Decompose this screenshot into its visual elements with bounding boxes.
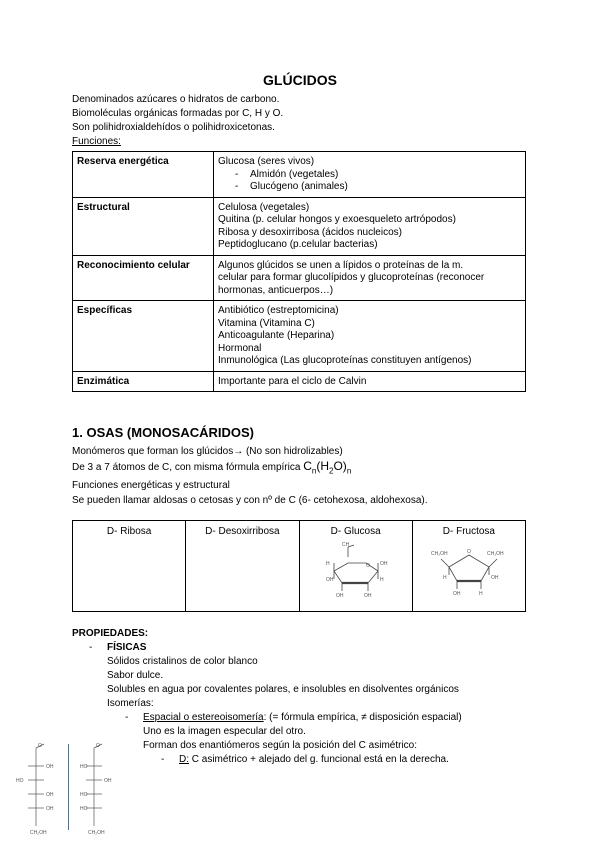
table-row — [73, 521, 526, 612]
description-cell — [214, 255, 526, 301]
svg-text:OH: OH — [46, 764, 54, 770]
svg-text:CH₂OH: CH₂OH — [30, 830, 47, 836]
svg-text:H: H — [442, 575, 447, 581]
osas-line: Monómeros que forman los glúcidos→ (No son hidrolizables) — [72, 446, 343, 457]
svg-text:OH: OH — [335, 593, 344, 599]
svg-text:HO: HO — [80, 806, 88, 812]
description-cell — [214, 152, 526, 198]
description-cell — [214, 197, 526, 255]
intro-line: Denominados azúcares o hidratos de carbono. — [72, 94, 280, 105]
property-line: Forman dos enantiómeros según la posición del C asimétrico: — [143, 740, 418, 751]
svg-text:H: H — [478, 591, 483, 597]
section-heading-osas: 1. OSAS (MONOSACÁRIDOS) — [72, 425, 255, 440]
osas-line: Se pueden llamar aldosas o cetosas y con nº de C (6- cetohexosa, aldohexosa). — [72, 495, 428, 507]
description-line: Hormonal — [218, 342, 262, 354]
svg-text:HO: HO — [16, 778, 24, 784]
description-line: Ribosa y desoxirribosa (ácidos nucleicos) — [218, 226, 402, 238]
fisicas-item: - FÍSICAS — [89, 642, 147, 653]
properties-heading: PROPIEDADES: — [72, 628, 149, 639]
osas-body — [72, 444, 428, 508]
cell-label: D- Desoxirribosa — [205, 526, 280, 537]
empirical-formula: $C_n(H_2O)_n$ — [303, 459, 352, 476]
isomeria-item: - Espacial o estereoisomería: (= fórmula empírica, ≠ disposición espacial) — [125, 712, 462, 723]
svg-text:CH: CH — [341, 542, 349, 548]
description-line: hormonas, anticuerpos…) — [218, 284, 334, 296]
property-line: Solubles en agua por covalentes polares, e insolubles en disolventes orgánicos — [107, 684, 459, 695]
description-line: Importante para el ciclo de Calvin — [218, 375, 367, 387]
table-row — [73, 371, 526, 392]
svg-text:OH: OH — [490, 575, 499, 581]
category-cell: Específicas — [73, 301, 214, 372]
cell-label: D- Fructosa — [442, 526, 495, 537]
property-line: Sabor dulce. — [107, 670, 164, 681]
monosaccharide-cell — [73, 521, 186, 612]
table-row — [73, 152, 526, 198]
svg-text:OH: OH — [104, 778, 112, 784]
svg-text:OH: OH — [363, 593, 372, 599]
intro-line: Son polihidroxialdehídos o polihidroxicetonas. — [72, 122, 275, 133]
svg-text:HO: HO — [80, 792, 88, 798]
svg-text:O: O — [365, 563, 370, 569]
description-line: Inmunológica (Las glucoproteínas constituyen antígenos) — [218, 355, 472, 366]
description-line: celular para formar glucolípidos y glucoproteínas (reconocer — [218, 272, 485, 283]
osas-line — [72, 459, 428, 478]
glucose-ring-icon — [318, 541, 394, 603]
category-cell: Reconocimiento celular — [73, 255, 214, 301]
svg-text:H: H — [379, 577, 384, 583]
svg-text:OH: OH — [46, 806, 54, 812]
functions-table — [72, 151, 526, 392]
svg-text:O: O — [466, 549, 471, 555]
svg-text:H: H — [325, 561, 330, 567]
d-label: D: — [179, 754, 189, 765]
svg-text:O: O — [38, 743, 42, 749]
monosaccharide-cell — [299, 521, 412, 612]
osas-line: Funciones energéticas y estructural — [72, 480, 230, 492]
description-cell — [214, 371, 526, 392]
table-row — [73, 255, 526, 301]
description-line: Algunos glúcidos se unen a lípidos o proteínas de la m. — [218, 259, 464, 271]
d-text: C asimétrico + alejado del g. funcional está en la derecha. — [189, 754, 449, 765]
cell-label: D- Ribosa — [106, 526, 152, 537]
description-line: Anticoagulante (Heparina) — [218, 330, 335, 341]
espacial-text: : (= fórmula empírica, ≠ disposición espacial) — [263, 712, 462, 723]
description-line: Antibiótico (estreptomicina) — [218, 305, 339, 316]
monosaccharide-cell — [186, 521, 299, 612]
fisicas-label: FÍSICAS — [107, 642, 147, 653]
fructose-ring-icon — [429, 541, 509, 597]
category-cell: Reserva energética — [73, 152, 214, 198]
svg-text:OH: OH — [46, 792, 54, 798]
svg-text:CH₂OH: CH₂OH — [486, 551, 504, 557]
svg-text:HO: HO — [80, 764, 88, 770]
description-line: Celulosa (vegetales) — [218, 201, 310, 213]
fischer-projection-icon — [14, 742, 60, 836]
description-cell — [214, 301, 526, 372]
table-row — [73, 197, 526, 255]
description-line: Vitamina (Vitamina C) — [218, 317, 315, 329]
d-item: - D: C asimétrico + alejado del g. funcional está en la derecha. — [161, 754, 449, 765]
cell-label: D- Glucosa — [330, 526, 381, 537]
description-line: Peptidoglucano (p.celular bacterias) — [218, 239, 378, 250]
svg-text:OH: OH — [325, 577, 334, 583]
property-line: Sólidos cristalinos de color blanco — [107, 656, 258, 667]
property-line: Uno es la imagen especular del otro. — [143, 726, 306, 737]
description-line: Glucosa (seres vivos) — [218, 156, 315, 167]
category-cell: Estructural — [73, 197, 214, 255]
category-cell: Enzimática — [73, 371, 214, 392]
svg-text:OH: OH — [452, 591, 461, 597]
fischer-projection-icon — [80, 742, 126, 836]
osas-text: De 3 a 7 átomos de C, con misma fórmula empírica — [72, 462, 301, 473]
svg-text:O: O — [96, 743, 100, 749]
properties-section — [72, 627, 462, 767]
sub-item: - Glucógeno (animales) — [218, 181, 521, 194]
intro — [72, 93, 283, 149]
table-row — [73, 301, 526, 372]
monosaccharide-table — [72, 520, 526, 612]
divider-line — [68, 744, 69, 830]
property-line: Isomerías: — [107, 698, 154, 709]
sub-item: - Almidón (vegetales) — [218, 169, 521, 182]
espacial-label: Espacial o estereoisomería — [143, 712, 264, 723]
funciones-label: Funciones: — [72, 136, 121, 147]
svg-text:CH₂OH: CH₂OH — [430, 551, 448, 557]
description-line: Quitina (p. celular hongos y exoesqueleto artrópodos) — [218, 214, 456, 225]
intro-line: Biomoléculas orgánicas formadas por C, H y O. — [72, 108, 284, 119]
svg-text:OH: OH — [379, 561, 388, 567]
monosaccharide-cell — [412, 521, 525, 612]
svg-text:CH₂OH: CH₂OH — [88, 830, 105, 836]
page-title: GLÚCIDOS — [263, 72, 337, 88]
